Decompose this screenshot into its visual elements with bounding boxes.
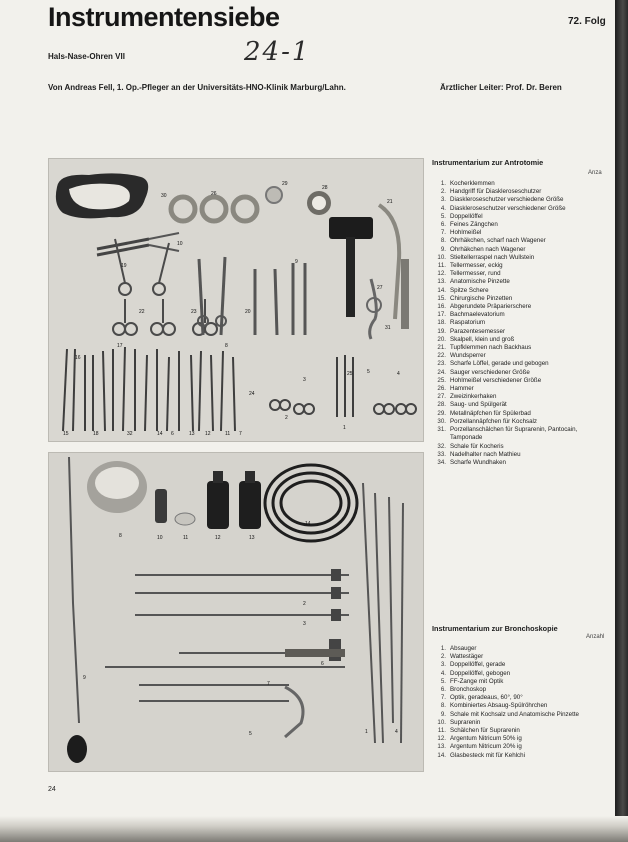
photo1-label: 31: [385, 325, 391, 331]
list-item-text: Nadelhalter nach Mathieu: [450, 450, 521, 458]
list-item-number: 29.: [437, 409, 446, 417]
antrotomy-count-header: Anza: [588, 170, 602, 176]
list-item: [432, 727, 610, 735]
list-item: [432, 743, 610, 751]
photo1-label: 6: [171, 431, 174, 437]
photo1-label: 2: [285, 415, 288, 421]
list-item-text: Wundsperrer: [450, 352, 486, 360]
list-item-number: 5.: [440, 677, 446, 685]
photo1-label: 10: [177, 241, 183, 247]
list-item-text: Porzellannäpfchen für Kochsalz: [450, 417, 538, 425]
list-item: [432, 661, 610, 669]
list-item: [432, 735, 610, 743]
list-item-number: 21.: [437, 344, 446, 352]
list-item: [432, 393, 610, 401]
list-item: [432, 270, 610, 278]
section-subtitle: Hals-Nase-Ohren VII: [48, 52, 125, 61]
list-item-number: 11.: [437, 727, 446, 735]
list-item: [432, 443, 610, 451]
list-item-text: Metallnäpfchen für Spülerbad: [450, 409, 531, 417]
photo1-label: 28: [322, 185, 328, 191]
list-item: [432, 410, 610, 418]
list-item-number: 19.: [437, 327, 446, 335]
list-item-text: Kocherklemmen: [450, 180, 495, 187]
list-item-text: Chirurgische Pinzetten: [450, 294, 513, 302]
list-item-number: 24.: [437, 368, 446, 376]
list-item-text: Stieltellerraspel nach Wullstein: [450, 253, 535, 261]
photo2-label: 3: [303, 621, 306, 627]
medical-director: Ärztlicher Leiter: Prof. Dr. Beren: [440, 83, 562, 92]
list-item-text: Hammer: [450, 385, 474, 393]
photo2-label: 8: [119, 533, 122, 539]
list-item-number: 27.: [437, 393, 446, 401]
list-item: [432, 719, 610, 727]
list-item-text: Skalpell, klein und groß: [450, 335, 515, 343]
photo1-label: 20: [245, 309, 251, 315]
list-item-number: 4.: [440, 204, 446, 212]
photo1-label: 25: [347, 371, 353, 377]
list-item: [432, 246, 610, 254]
photo1-label: 19: [121, 263, 127, 269]
list-item-number: 31.: [437, 426, 446, 434]
list-item-text: Suprarenin: [450, 718, 481, 726]
list-item-text: Doppellöffel: [450, 212, 483, 220]
list-item: [432, 678, 610, 686]
list-item-text: Spitze Schere: [450, 286, 489, 294]
list-item-text: Absauger: [450, 645, 477, 652]
antrotomy-instrument-list: [432, 180, 610, 467]
photo1-label: 30: [161, 193, 167, 199]
list-item-number: 14.: [437, 751, 446, 759]
list-item: [432, 702, 610, 710]
bronchoscopy-list-title: Instrumentarium zur Bronchoskopie: [432, 624, 558, 633]
list-item-number: 23.: [437, 360, 446, 368]
list-item-number: 18.: [437, 319, 446, 327]
list-item-number: 4.: [440, 669, 446, 677]
list-item-number: 12.: [437, 270, 446, 278]
photo2-label: 10: [157, 535, 163, 541]
list-item-text: Diaskleroseschutzer verschiedener Größe: [450, 204, 566, 212]
list-item-text: Bronchoskop: [450, 686, 487, 694]
list-item: [432, 319, 610, 327]
list-item-number: 13.: [437, 743, 446, 751]
list-item-number: 34.: [437, 458, 446, 466]
list-item-text: Kombiniertes Absaug-Spülröhrchen: [450, 702, 548, 710]
list-item: [432, 180, 610, 188]
photo2-label: 6: [321, 661, 324, 667]
list-item-number: 2.: [440, 653, 446, 661]
list-item-text: Handgriff für Diaskleroseschutzer: [450, 188, 542, 196]
list-item: [432, 344, 610, 352]
list-item-text: Tellermesser, rund: [450, 270, 501, 278]
list-item-text: Argentum Nitricum 20% ig: [450, 743, 522, 751]
list-item: [432, 278, 610, 286]
list-item-number: 1.: [440, 645, 446, 652]
list-item: [432, 686, 610, 694]
list-item-number: 22.: [437, 352, 446, 360]
series-number: 72. Folg: [568, 16, 606, 27]
photo1-label: 22: [139, 309, 145, 315]
list-item: [432, 295, 610, 303]
photo1-label: 7: [239, 431, 242, 437]
list-item-text: Glasbesteck mit für Kehlchi: [450, 751, 525, 759]
list-item-number: 17.: [437, 311, 446, 319]
list-item-number: 6.: [440, 686, 446, 694]
photo2-label: 11: [183, 535, 189, 541]
list-item-number: 8.: [440, 237, 446, 245]
photo1-label: 16: [75, 355, 81, 361]
list-item-text: Abgerundete Präparierschere: [450, 303, 532, 311]
handwritten-note: 24-1: [244, 37, 311, 67]
list-item-number: 32.: [437, 442, 446, 450]
list-item: [432, 711, 610, 719]
list-item: [432, 237, 610, 245]
photo1-label: 17: [117, 343, 123, 349]
antrotomy-instrument-drawing: [49, 159, 423, 441]
photo1-label: 11: [225, 431, 231, 437]
list-item-number: 10.: [437, 253, 446, 261]
photo1-label: 4: [397, 371, 400, 377]
list-item: [432, 196, 610, 204]
list-item-text: Tellermesser, eckig: [450, 262, 503, 270]
list-item: [432, 311, 610, 319]
antrotomy-instrument-photo: [48, 158, 424, 442]
photo1-label: 3: [303, 377, 306, 383]
list-item-number: 10.: [437, 718, 446, 726]
list-item: [432, 360, 610, 368]
photo1-label: 8: [225, 343, 228, 349]
list-item-number: 16.: [437, 303, 446, 311]
list-item-text: Porzellanschälchen für Suprarenin, Pantocain, Tamponade: [450, 426, 578, 442]
list-item-text: Bachmaelevatorium: [450, 311, 505, 319]
list-item-number: 7.: [440, 229, 446, 237]
list-item: [432, 303, 610, 311]
photo1-label: 24: [249, 391, 255, 397]
author-byline: Von Andreas Fell, 1. Op.-Pfleger an der Universitäts-HNO-Klinik Marburg/Lahn.: [48, 83, 346, 92]
photo1-label: 26: [211, 191, 217, 197]
list-item-number: 3.: [440, 661, 446, 669]
list-item-text: Hohlmeißel: [450, 229, 482, 237]
list-item-text: Scharfe Löffel, gerade und gebogen: [450, 360, 549, 368]
list-item: [432, 418, 610, 426]
photo2-label: 4: [395, 729, 398, 735]
list-item: [432, 328, 610, 336]
list-item-number: 1.: [440, 180, 446, 187]
list-item-text: Sauger verschiedener Größe: [450, 368, 530, 376]
photo1-label: 15: [63, 431, 69, 437]
list-item-number: 6.: [440, 221, 446, 229]
photo2-label: 12: [215, 535, 221, 541]
list-item-text: Parazentesemesser: [450, 327, 506, 335]
list-item: [432, 377, 610, 385]
list-item: [432, 451, 610, 459]
list-item-text: Anatomische Pinzette: [450, 278, 510, 286]
book-spine: [615, 0, 628, 842]
list-item-number: 12.: [437, 735, 446, 743]
photo1-label: 23: [191, 309, 197, 315]
list-item: [432, 287, 610, 295]
list-item: [432, 254, 610, 262]
photo1-label: 29: [282, 181, 288, 187]
photo2-label: 7: [267, 681, 270, 687]
list-item-number: 3.: [440, 196, 446, 204]
photo1-label: 9: [295, 259, 298, 265]
list-item-text: Schälchen für Suprarenin: [450, 727, 520, 735]
list-item-number: 9.: [440, 710, 446, 718]
list-item-number: 13.: [437, 278, 446, 286]
photo1-label: 14: [157, 431, 163, 437]
bronchoscopy-instrument-photo: [48, 452, 424, 772]
list-item-number: 28.: [437, 401, 446, 409]
bronchoscopy-instrument-list: [432, 645, 610, 760]
antrotomy-list-title: Instrumentarium zur Antrotomie: [432, 158, 544, 167]
list-item: [432, 694, 610, 702]
list-item-text: Hohlmeißel verschiedener Größe: [450, 376, 542, 384]
photo1-label: 5: [367, 369, 370, 375]
list-item: [432, 752, 610, 760]
list-item-number: 11.: [437, 262, 446, 270]
list-item-text: Ohrhäkchen nach Wagener: [450, 245, 526, 253]
list-item-number: 15.: [437, 294, 446, 302]
list-item: [432, 262, 610, 270]
list-item-number: 9.: [440, 245, 446, 253]
list-item-text: Schale mit Kochsalz und Anatomische Pinzette: [450, 710, 579, 718]
photo2-label: 13: [249, 535, 255, 541]
photo1-label: 21: [387, 199, 393, 205]
list-item-number: 8.: [440, 702, 446, 710]
list-item-text: Doppellöffel, gebogen: [450, 669, 511, 677]
photo1-label: 1: [343, 425, 346, 431]
photo2-label: 14: [305, 521, 311, 527]
list-item: [432, 653, 610, 661]
bronchoscopy-count-header: Anzahl: [586, 634, 605, 640]
photo1-label: 18: [93, 431, 99, 437]
list-item-number: 20.: [437, 335, 446, 343]
list-item-text: Wattestäger: [450, 653, 484, 661]
list-item: [432, 205, 610, 213]
list-item-text: FF-Zange mit Optik: [450, 677, 504, 685]
list-item: [432, 385, 610, 393]
page-title: Instrumentensiebe: [48, 2, 280, 32]
list-item-text: Diaskleroseschutzer verschiedene Größe: [450, 196, 564, 204]
list-item-text: Scharfe Wundhaken: [450, 458, 506, 466]
list-item: [432, 401, 610, 409]
list-item-text: Saug- und Spülgerät: [450, 401, 507, 409]
list-item: [432, 221, 610, 229]
list-item-text: Schale für Kocheris: [450, 442, 504, 450]
photo1-label: 27: [377, 285, 383, 291]
list-item-text: Ohrhäkchen, scharf nach Wagener: [450, 237, 546, 245]
list-item-number: 33.: [437, 450, 446, 458]
list-item: [432, 369, 610, 377]
list-item-text: Raspatorium: [450, 319, 486, 327]
list-item-text: Zweizinkerhaken: [450, 393, 497, 401]
page-number: 24: [48, 786, 56, 793]
list-item: [432, 336, 610, 344]
list-item-text: Feines Zängchen: [450, 221, 498, 229]
list-item-number: 2.: [440, 188, 446, 196]
photo2-label: 9: [83, 675, 86, 681]
list-item-number: 5.: [440, 212, 446, 220]
list-item: [432, 426, 610, 442]
page-bottom-edge: [0, 816, 628, 842]
photo1-label: 12: [205, 431, 211, 437]
list-item-text: Optik, geradeaus, 60°, 90°: [450, 694, 523, 702]
list-item: [432, 459, 610, 467]
list-item-number: 26.: [437, 385, 446, 393]
list-item: [432, 670, 610, 678]
list-item-text: Doppellöffel, gerade: [450, 661, 506, 669]
bronchoscopy-instrument-drawing: [49, 453, 423, 771]
list-item-number: 7.: [440, 694, 446, 702]
photo2-label: 1: [365, 729, 368, 735]
list-item-text: Argentum Nitricum 50% ig: [450, 735, 522, 743]
list-item-number: 14.: [437, 286, 446, 294]
list-item-number: 25.: [437, 376, 446, 384]
photo1-label: 13: [189, 431, 195, 437]
list-item-number: 30.: [437, 417, 446, 425]
list-item: [432, 229, 610, 237]
photo1-label: 32: [127, 431, 133, 437]
list-item: [432, 213, 610, 221]
list-item-text: Tupfklemmen nach Backhaus: [450, 344, 532, 352]
photo2-label: 5: [249, 731, 252, 737]
list-item: [432, 352, 610, 360]
photo2-label: 2: [303, 601, 306, 607]
list-item: [432, 188, 610, 196]
list-item: [432, 645, 610, 653]
